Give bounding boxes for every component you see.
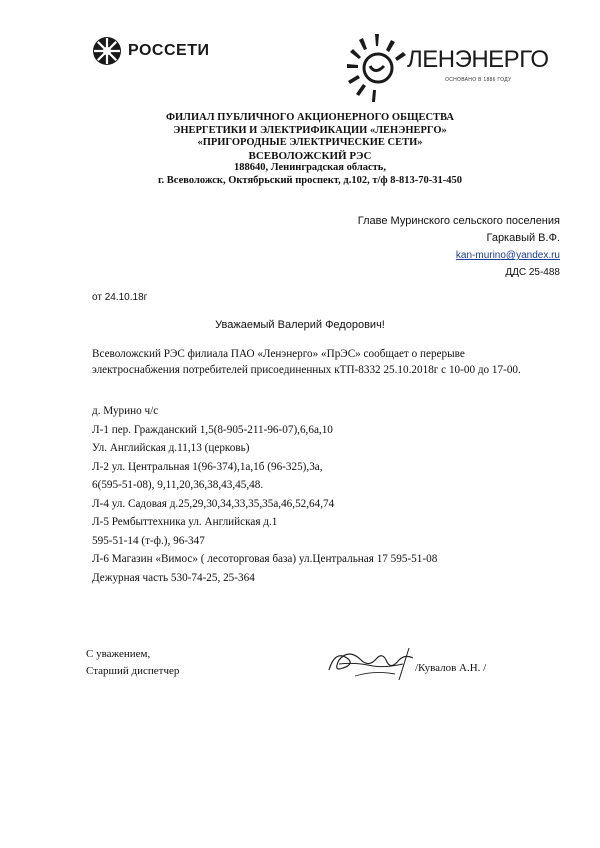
recipient-name: Гаркавый В.Ф. [486,232,560,244]
list-item: Л-5 Рембыттехника ул. Английская д.1 [92,516,278,528]
closing-position: Старший диспетчер [86,665,180,677]
letter-date: от 24.10.18г [92,292,148,303]
affected-addresses-list [92,402,437,587]
letterhead-line-2: ЭНЕРГЕТИКИ И ЭЛЕКТРИФИКАЦИИ «ЛЕНЭНЕРГО» [173,124,447,136]
recipient-email-link[interactable]: kan-murino@yandex.ru [455,250,560,261]
list-item: д. Мурино ч/с [92,405,159,417]
letterhead-line-1: ФИЛИАЛ ПУБЛИЧНОГО АКЦИОНЕРНОГО ОБЩЕСТВА [166,112,454,123]
letterhead-line-3: «ПРИГОРОДНЫЕ ЭЛЕКТРИЧЕСКИЕ СЕТИ» [197,137,423,148]
list-item: Ул. Английская д.11,13 (церковь) [92,442,250,454]
letterhead-address-1: 188640, Ленинградская область, [234,162,386,173]
rosseti-logo [92,36,209,66]
recipient-dds: ДДС 25-488 [505,267,560,278]
list-item: Л-4 ул. Садовая д.25,29,30,34,33,35,35а,46,52,64,74 [92,497,335,510]
lenenergo-emblem-icon [345,30,415,110]
lenenergo-wordmark: ЛЕНЭНЕРГО [407,46,549,73]
letterhead-res: ВСЕВОЛОЖСКИЙ РЭС [248,149,372,162]
lenenergo-logo [345,30,555,110]
list-item: Дежурная часть 530-74-25, 25-364 [92,571,255,584]
recipient-block [358,213,560,281]
recipient-title: Главе Муринского сельского поселения [357,215,560,227]
signatory-name: /Кувалов А.Н. / [415,662,487,674]
rosseti-emblem-icon [92,36,122,66]
rosseti-wordmark: РОССЕТИ [128,42,210,59]
list-item: Л-6 Магазин «Вимос» ( лесоторговая база) ул.Центральная 17 595-51-08 [92,553,438,565]
body-line-1: Всеволожский РЭС филиала ПАО «Ленэнерго» «ПрЭС» сообщает о перерыве [92,348,465,360]
body-paragraph [92,346,572,378]
letterhead [130,112,490,187]
letterhead-address-2: г. Всеволожск, Октябрьский проспект, д.102, т/ф 8-813-70-31-450 [157,174,463,186]
greeting: Уважаемый Валерий Федорович! [215,319,385,331]
list-item: Л-1 пер. Гражданский 1,5(8-905-211-96-07),6,6а,10 [92,423,333,436]
body-line-2: электроснабжения потребителей присоединенных кТП-8332 25.10.2018г с 10-00 до 17-00. [92,364,521,376]
lenenergo-founded-caption: ОСНОВАНО В 1886 ГОДУ [445,77,512,83]
list-item: Л-2 ул. Центральная 1(96-374),1а,1б (96-325),3а, [92,460,323,473]
handwritten-signature [325,640,417,684]
list-item: 595-51-14 (т-ф.), 96-347 [92,534,205,547]
list-item: 6(595-51-08), 9,11,20,36,38,43,45,48. [92,479,264,491]
closing-regards: С уважением, [86,648,151,660]
closing-block [86,646,179,680]
